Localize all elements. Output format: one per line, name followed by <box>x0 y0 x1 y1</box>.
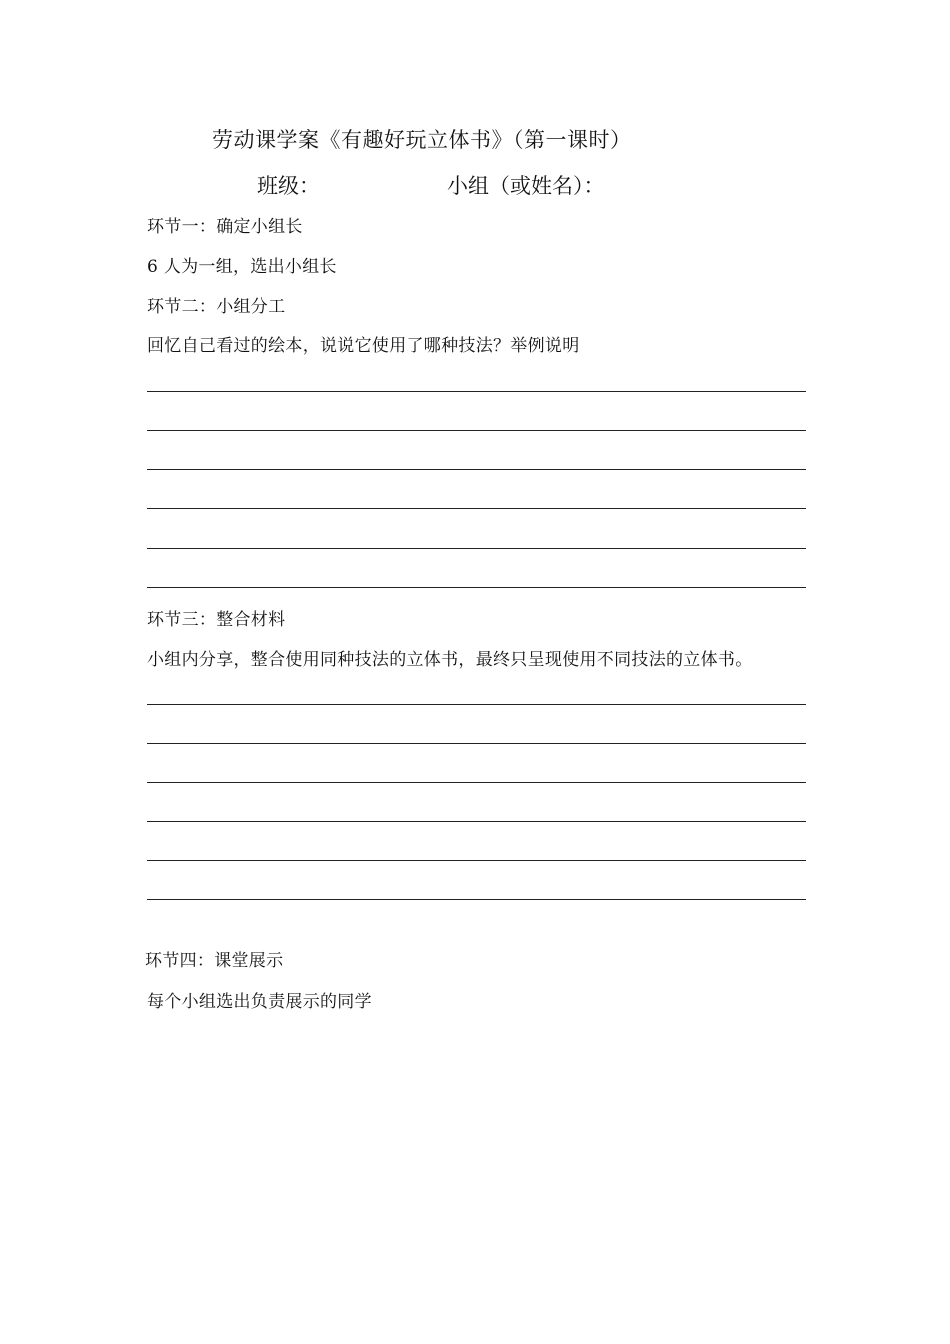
answer-line[interactable] <box>147 587 806 588</box>
section3-text: 小组内分享，整合使用同种技法的立体书，最终只呈现使用不同技法的立体书。 <box>147 650 753 670</box>
answer-line[interactable] <box>147 469 806 470</box>
answer-line[interactable] <box>147 899 806 900</box>
answer-line[interactable] <box>147 430 806 431</box>
answer-line[interactable] <box>147 508 806 509</box>
answer-line[interactable] <box>147 704 806 705</box>
section4-heading: 环节四：课堂展示 <box>145 951 284 971</box>
section1-heading: 环节一：确定小组长 <box>147 217 303 237</box>
section3-heading: 环节三：整合材料 <box>147 610 286 630</box>
answer-line[interactable] <box>147 743 806 744</box>
section4-text: 每个小组选出负责展示的同学 <box>147 992 372 1012</box>
answer-line[interactable] <box>147 782 806 783</box>
class-field-label: 班级： <box>257 174 320 198</box>
answer-line[interactable] <box>147 821 806 822</box>
section1-text: 6 人为一组，选出小组长 <box>147 257 337 277</box>
group-field-label: 小组（或姓名）： <box>447 174 605 198</box>
answer-line[interactable] <box>147 391 806 392</box>
answer-line[interactable] <box>147 860 806 861</box>
page-title: 劳动课学案《有趣好玩立体书》（第一课时） <box>212 128 632 152</box>
section2-text: 回忆自己看过的绘本，说说它使用了哪种技法？举例说明 <box>147 336 580 356</box>
answer-line[interactable] <box>147 548 806 549</box>
section2-heading: 环节二：小组分工 <box>147 297 286 317</box>
